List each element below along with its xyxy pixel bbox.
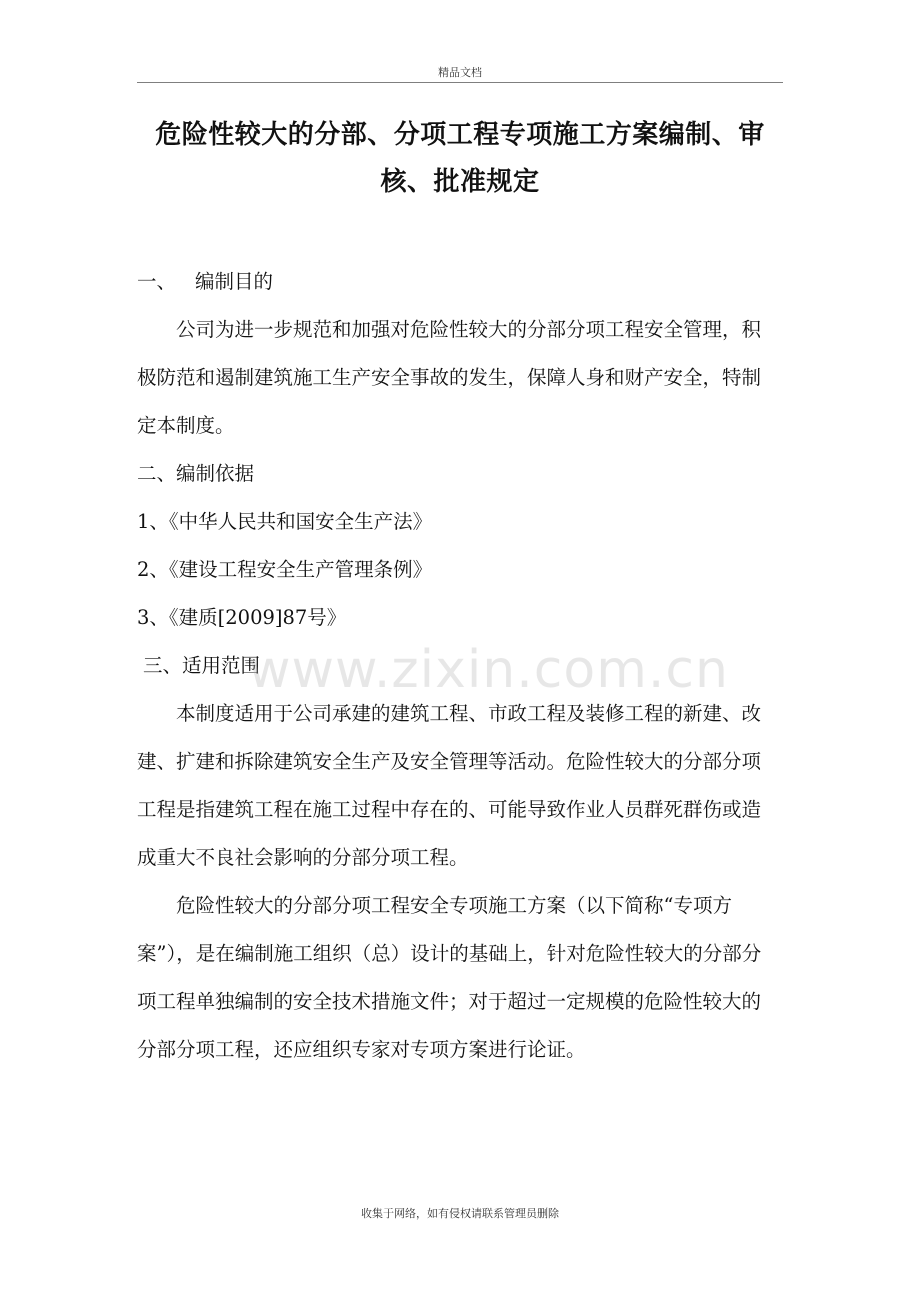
section-heading-basis: 二、编制依据 — [137, 462, 255, 485]
watermark: www.zixin.com.cn — [248, 640, 729, 700]
document-body — [137, 258, 777, 1074]
section-heading-scope: 三、适用范围 — [143, 654, 261, 677]
title-line-1: 危险性较大的分部、分项工程专项施工方案编制、审 — [155, 120, 765, 150]
paragraph-purpose: 公司为进一步规范和加强对危险性较大的分部分项工程安全管理，积极防范和遏制建筑施工生产安全事故的发生，保障人身和财产安全，特制定本制度。 — [137, 318, 762, 437]
paragraph-scope: 本制度适用于公司承建的建筑工程、市政工程及装修工程的新建、改建、扩建和拆除建筑安全生产及安全管理等活动。危险性较大的分部分项工程是指建筑工程在施工过程中存在的、可能导致作业人员群死群伤或造成重大不良社会影响的分部分项工程。 — [137, 702, 762, 869]
paragraph-special-plan: 危险性较大的分部分项工程安全专项施工方案（以下简称“专项方案”），是在编制施工组织（总）设计的基础上，针对危险性较大的分部分项工程单独编制的安全技术措施文件；对于超过一定规模的危险性较大的分部分项工程，还应组织专家对专项方案进行论证。 — [137, 894, 762, 1061]
basis-item-2: 2、《建设工程安全生产管理条例》 — [137, 558, 433, 581]
basis-item-1: 1、《中华人民共和国安全生产法》 — [137, 510, 433, 533]
title-line-2: 核、批准规定 — [380, 167, 540, 197]
section-heading-text: 编制目的 — [195, 270, 274, 293]
document-title — [137, 112, 783, 206]
section-heading-purpose — [137, 258, 777, 306]
basis-item-3: 3、《建质[2009]87号》 — [137, 606, 347, 629]
page-header: 精品文档 — [137, 64, 783, 83]
page-footer: 收集于网络，如有侵权请联系管理员删除 — [361, 1207, 559, 1220]
section-number: 一、 — [137, 270, 177, 293]
